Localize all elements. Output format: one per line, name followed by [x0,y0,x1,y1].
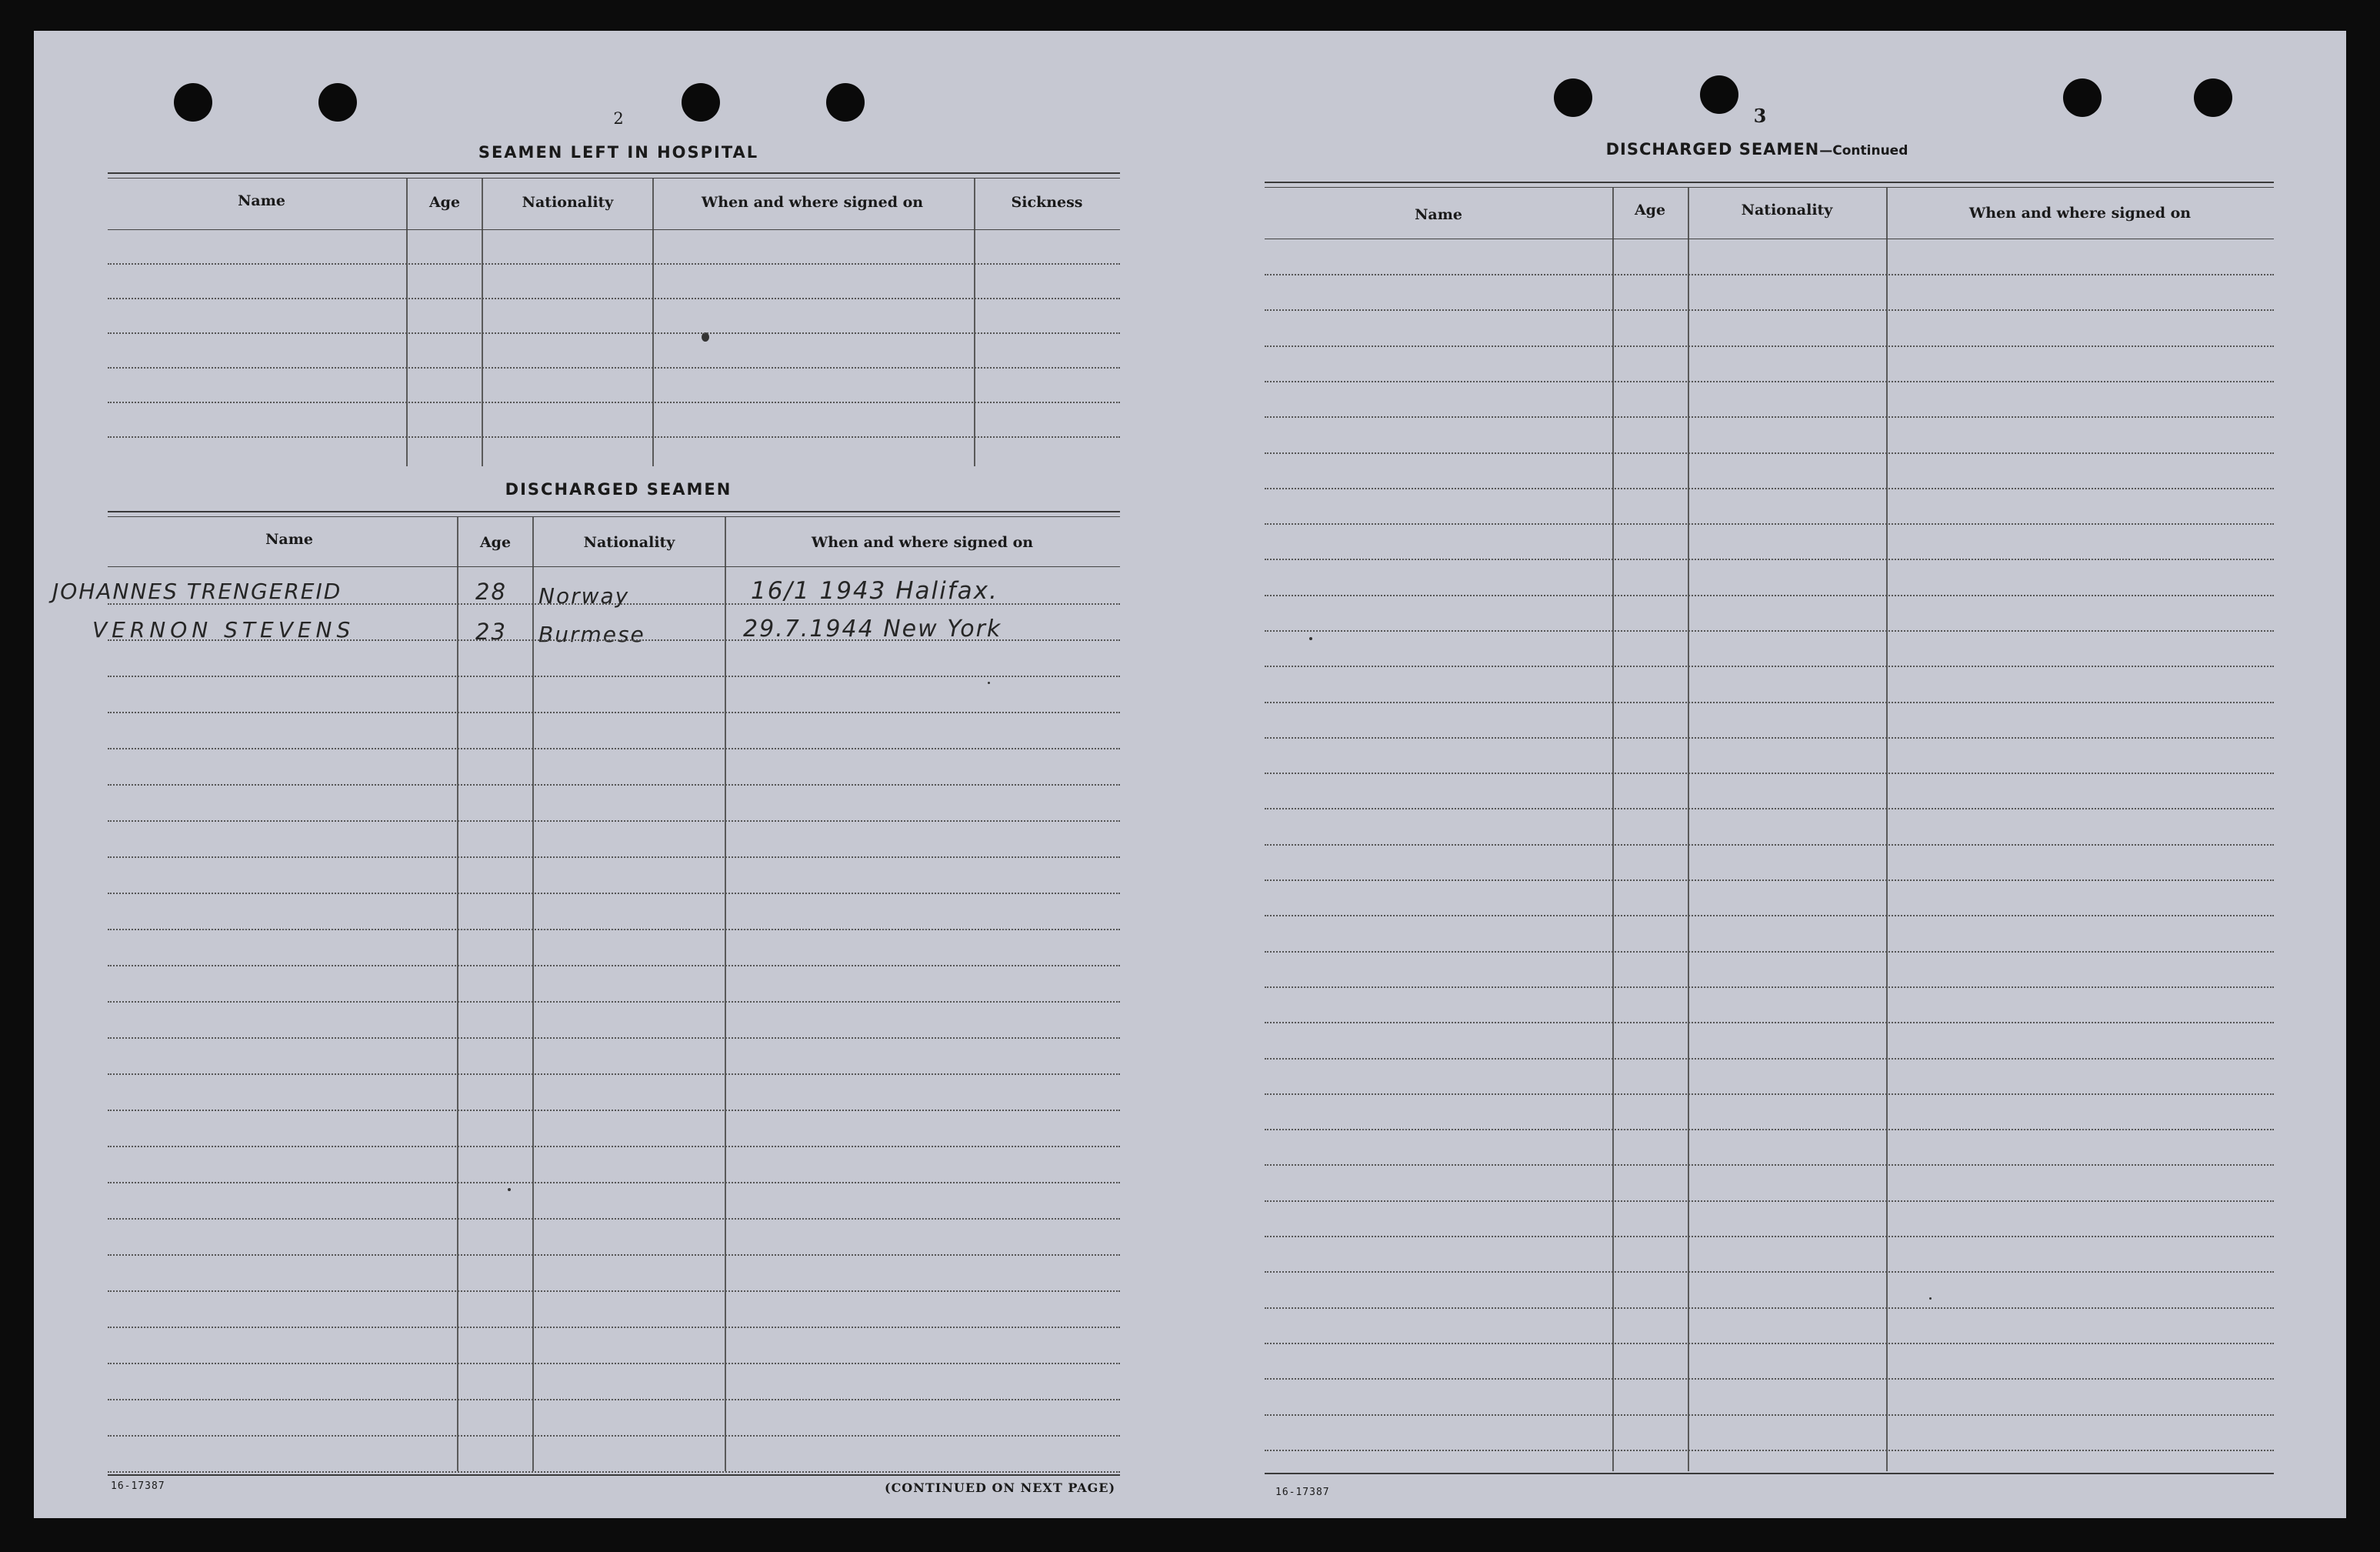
discharged-table-header-rule [108,566,1120,567]
right-table-row-rule [1265,1164,2274,1166]
right-table-row-rule [1265,1450,2274,1451]
left-form-number: 16-17387 [111,1480,165,1492]
hospital-col-signed-on: When and where signed on [701,194,924,211]
right-table-row-rule [1265,274,2274,275]
document-sheet [34,31,2346,1518]
continued-note: (CONTINUED ON NEXT PAGE) [885,1480,1116,1495]
discharged-table-row-rule [108,1218,1120,1220]
hospital-table-column-rule [482,179,483,466]
entry-2-signed-on: 29.7.1944 New York [743,616,1002,642]
entry-1-signed-on: 16/1 1943 Halifax. [751,577,998,605]
hospital-table-row-rule [108,332,1120,334]
entry-1-name: JOHANNES TRENGEREID [52,579,342,604]
punch-hole-3 [682,83,720,122]
hospital-table-row-rule [108,402,1120,403]
discharged-table-row-rule [108,1327,1120,1328]
right-table-row-rule [1265,666,2274,667]
discharged-table-row-rule [108,1110,1120,1111]
punch-hole-5 [1554,78,1592,117]
discharged-table-row-rule [108,1471,1120,1473]
right-table-row-rule [1265,1343,2274,1344]
right-table-row-rule [1265,1093,2274,1095]
right-table-row-rule [1265,844,2274,846]
right-table-row-rule [1265,1236,2274,1237]
right-table-row-rule [1265,416,2274,418]
discharged-col-nationality: Nationality [583,534,675,551]
right-table-row-rule [1265,951,2274,953]
discharged-section-title: DISCHARGED SEAMEN [505,480,732,499]
hospital-col-age: Age [428,194,461,211]
discharged-table-row-rule [108,712,1120,713]
hospital-col-nationality: Nationality [522,194,614,211]
right-section-title-suffix: —Continued [1819,143,1908,159]
hospital-table-column-rule [406,179,408,466]
discharged-table-column-rule [725,517,726,1471]
right-table-row-rule [1265,986,2274,988]
punch-hole-6 [1700,75,1738,114]
right-table-row-rule [1265,523,2274,525]
discharged-table-row-rule [108,603,1120,605]
hospital-section-title: SEAMEN LEFT IN HOSPITAL [478,143,759,162]
hospital-col-sickness: Sickness [1011,194,1083,211]
discharged-table-row-rule [108,784,1120,786]
right-table-row-rule [1265,381,2274,382]
right-col-nationality: Nationality [1741,202,1833,219]
entry-2-nationality: Burmese [538,622,645,647]
punch-hole-2 [318,83,357,122]
right-table-row-rule [1265,559,2274,560]
right-form-number: 16-17387 [1275,1487,1330,1498]
right-table-row-rule [1265,1200,2274,1202]
left-page-number: 2 [613,109,624,128]
hospital-table-row-rule [108,367,1120,369]
right-table-row-rule [1265,488,2274,489]
right-table-row-rule [1265,1271,2274,1273]
right-section-title [1488,140,2026,159]
right-table-row-rule [1265,1129,2274,1130]
discharged-table-row-rule [108,1073,1120,1075]
discharged-table-row-rule [108,1399,1120,1400]
right-table-row-rule [1265,1414,2274,1416]
discharged-table-row-rule [108,1254,1120,1256]
discharged-col-name: Name [265,531,313,548]
discharged-table-row-rule [108,1001,1120,1003]
hospital-col-name: Name [238,192,285,209]
right-table-row-rule [1265,309,2274,311]
punch-hole-7 [2063,78,2102,117]
right-table-row-rule [1265,1378,2274,1380]
right-col-signed-on: When and where signed on [1968,205,2192,222]
discharged-table-row-rule [108,1290,1120,1292]
discharged-col-signed-on: When and where signed on [811,534,1034,551]
right-table-row-rule [1265,452,2274,454]
discharged-table-row-rule [108,639,1120,641]
discharged-table-row-rule [108,1182,1120,1183]
discharged-table-row-rule [108,893,1120,894]
hospital-table-row-rule [108,263,1120,265]
right-table-row-rule [1265,1307,2274,1309]
discharged-col-age: Age [479,534,512,551]
right-col-name: Name [1415,206,1462,223]
entry-1-nationality: Norway [538,583,630,609]
discharged-table-row-rule [108,856,1120,858]
right-table-row-rule [1265,737,2274,739]
discharged-table-row-rule [108,1146,1120,1147]
right-table-row-rule [1265,702,2274,703]
right-table-row-rule [1265,879,2274,881]
right-section-title-main: DISCHARGED SEAMEN [1605,140,1820,159]
punch-hole-1 [174,83,212,122]
right-table-row-rule [1265,1022,2274,1023]
hospital-table-row-rule [108,298,1120,299]
discharged-table-row-rule [108,1435,1120,1437]
discharged-table-row-rule [108,748,1120,749]
hospital-table-header-rule [108,229,1120,230]
right-table-row-rule [1265,1058,2274,1060]
punch-hole-4 [826,83,865,122]
right-table-row-rule [1265,915,2274,916]
discharged-table-row-rule [108,929,1120,930]
entry-2-age: 23 [475,619,507,645]
discharged-table-row-rule [108,1037,1120,1039]
discharged-table-row-rule [108,820,1120,822]
entry-1-age: 28 [475,579,507,605]
discharged-table-row-rule [108,676,1120,677]
hospital-table-column-rule [652,179,654,466]
hospital-table-row-rule [108,436,1120,438]
discharged-table-column-rule [532,517,534,1471]
discharged-table-row-rule [108,965,1120,966]
punch-hole-8 [2194,78,2232,117]
hospital-table-column-rule [974,179,975,466]
right-table-row-rule [1265,808,2274,809]
right-page-number: 3 [1753,105,1767,127]
right-table-row-rule [1265,345,2274,347]
entry-2-name: VERNON STEVENS [92,617,355,642]
discharged-table-column-rule [457,517,458,1471]
right-table-row-rule [1265,595,2274,596]
right-col-age: Age [1634,202,1666,219]
right-table-row-rule [1265,630,2274,632]
right-table-row-rule [1265,773,2274,774]
discharged-table-row-rule [108,1363,1120,1364]
